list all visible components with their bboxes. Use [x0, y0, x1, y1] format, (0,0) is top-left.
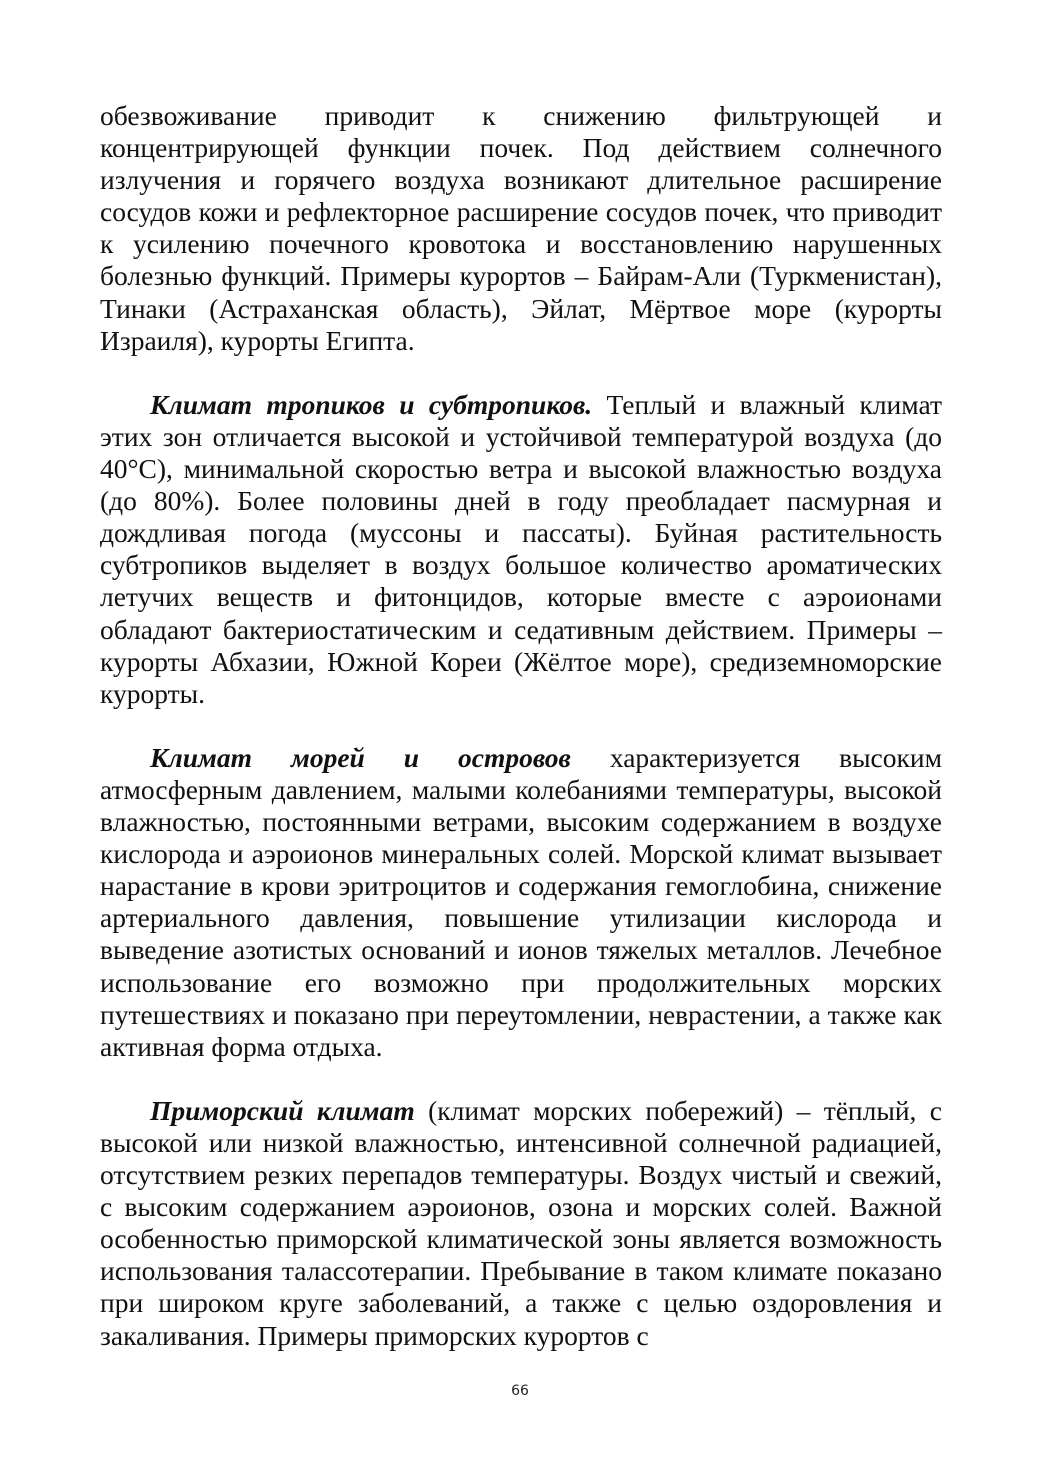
document-page — [100, 100, 942, 1352]
paragraph-text: обезвоживание приводит к снижению фильтрующей и концентрирующей функции почек. Под действием солнечного излучения и горячего воздуха возникают длительное расширение сосудов кожи и рефлекторное расширение сосудов почек, что приводит к усилению почечного кровотока и восстановлению нарушенных болезнью функций. Примеры курортов – Байрам-Али (Туркменистан), Тинаки (Астраханская область), Эйлат, Мёртвое море (курорты Израиля), курорты Египта. — [100, 100, 942, 356]
section-term: Климат морей и островов — [150, 741, 571, 773]
paragraph-text: характеризуется высоким атмосферным давлением, малыми колебаниями температуры, высокой влажностью, постоянными ветрами, высоким содержанием в воздухе кислорода и аэроионов минеральных солей. Морской климат вызывает нарастание в крови эритроцитов и содержания гемоглобина, снижение артериального давления, повышение утилизации кислорода и выведение азотистых оснований и ионов тяжелых металлов. Лечебное использование его возможно при продолжительных морских путешествиях и показано при переутомлении, неврастении, а также как активная форма отдыха. — [100, 741, 942, 1062]
paragraph-seas-islands-climate — [100, 742, 942, 1063]
paragraph-tropics-climate — [100, 389, 942, 710]
section-term: Климат тропиков и субтропиков. — [150, 388, 593, 420]
paragraph-text: (климат морских побережий) – тёплый, с высокой или низкой влажностью, интенсивной солнечной радиацией, отсутствием резких перепадов температуры. Воздух чистый и свежий, с высоким содержанием аэроионов, озона и морских солей. Важной особенностью приморской климатической зоны является возможность использования талассотерапии. Пребывание в таком климате показано при широком круге заболеваний, а также с целью оздоровления и закаливания. Примеры приморских курортов с — [100, 1094, 942, 1351]
page-number: 66 — [511, 1383, 529, 1399]
paragraph-text: Теплый и влажный климат этих зон отличается высокой и устойчивой температурой воздуха (до 40°С), минимальной скоростью ветра и высокой влажностью воздуха (до 80%). Более половины дней в году преобладает пасмурная и дождливая погода (муссоны и пассаты). Буйная растительность субтропиков выделяет в воздух большое количество ароматических летучих веществ и фитонцидов, которые вместе с аэроионами обладают бактериостатическим и седативным действием. Примеры – курорты Абхазии, Южной Кореи (Жёлтое море), средиземноморские курорты. — [100, 388, 942, 709]
section-term: Приморский климат — [150, 1094, 415, 1126]
paragraph-kidney-dehydration — [100, 100, 942, 357]
paragraph-coastal-climate — [100, 1095, 942, 1352]
